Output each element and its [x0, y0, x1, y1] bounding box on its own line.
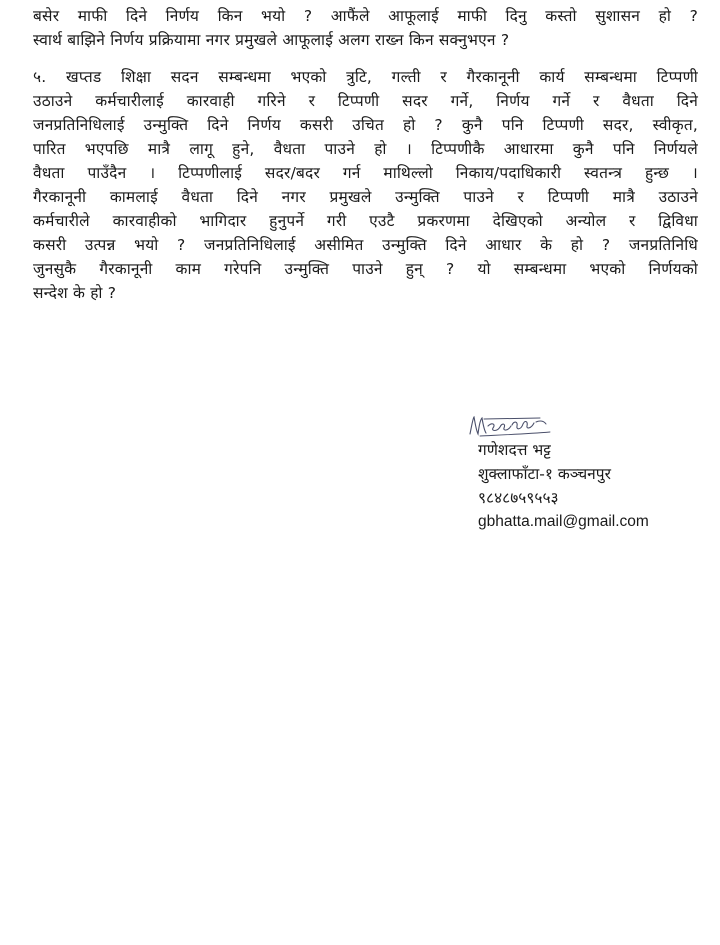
text-line: बसेर माफी दिने निर्णय किन भयो ? आफैंले आफूलाई माफी दिनु कस्तो सुशासन हो ?: [33, 7, 698, 25]
signatory-address: शुक्लाफाँटा-१ कञ्चनपुर: [478, 465, 611, 483]
text-line: गैरकानूनी कामलाई वैधता दिने नगर प्रमुखले उन्मुक्ति पाउने र टिप्पणी मात्रै उठाउने: [33, 188, 698, 206]
text-line: सन्देश के हो ?: [33, 284, 117, 302]
signatory-phone: ९८४८७५९५५३: [478, 489, 559, 507]
text-line: कर्मचारीले कारवाहीको भागिदार हुनुपर्ने गरी एउटै प्रकरणमा देखिएको अन्योल र द्विविधा: [33, 212, 698, 230]
text-line: कसरी उत्पन्न भयो ? जनप्रतिनिधिलाई असीमित उन्मुक्ति दिने आधार के हो ? जनप्रतिनिधि: [33, 236, 698, 254]
intro-paragraph: [33, 4, 698, 52]
signatory-email: gbhatta.mail@gmail.com: [478, 513, 649, 530]
text-line: जुनसुकै गैरकानूनी काम गरेपनि उन्मुक्ति पाउने हुन् ? यो सम्बन्धमा भएको निर्णयको: [33, 260, 698, 278]
text-line: वैधता पाउँदैन । टिप्पणीलाई सदर/बदर गर्न माथिल्लो निकाय/पदाधिकारी स्वतन्त्र हुन्छ ।: [33, 164, 698, 182]
signature-block: [478, 412, 708, 534]
text-line: पारित भएपछि मात्रै लागू हुने, वैधता पाउने हो । टिप्पणीकै आधारमा कुनै पनि निर्णयले: [33, 140, 698, 158]
text-line: ५. खप्तड शिक्षा सदन सम्बन्धमा भएको त्रुटि, गल्ती र गैरकानूनी कार्य सम्बन्धमा टिप्पणी: [33, 68, 698, 86]
text-line: उठाउने कर्मचारीलाई कारवाही गरिने र टिप्पणी सदर गर्ने, निर्णय गर्ने र वैधता दिने: [33, 92, 698, 110]
paragraph-5: [33, 65, 698, 305]
signatory-name: गणेशदत्त भट्ट: [478, 441, 551, 459]
handwritten-signature: [466, 412, 558, 438]
text-line: स्वार्थ बाझिने निर्णय प्रक्रियामा नगर प्रमुखले आफूलाई अलग राख्न किन सक्नुभएन ?: [33, 31, 510, 49]
text-line: जनप्रतिनिधिलाई उन्मुक्ति दिने निर्णय कसरी उचित हो ? कुनै पनि टिप्पणी सदर, स्वीकृत,: [33, 116, 698, 134]
